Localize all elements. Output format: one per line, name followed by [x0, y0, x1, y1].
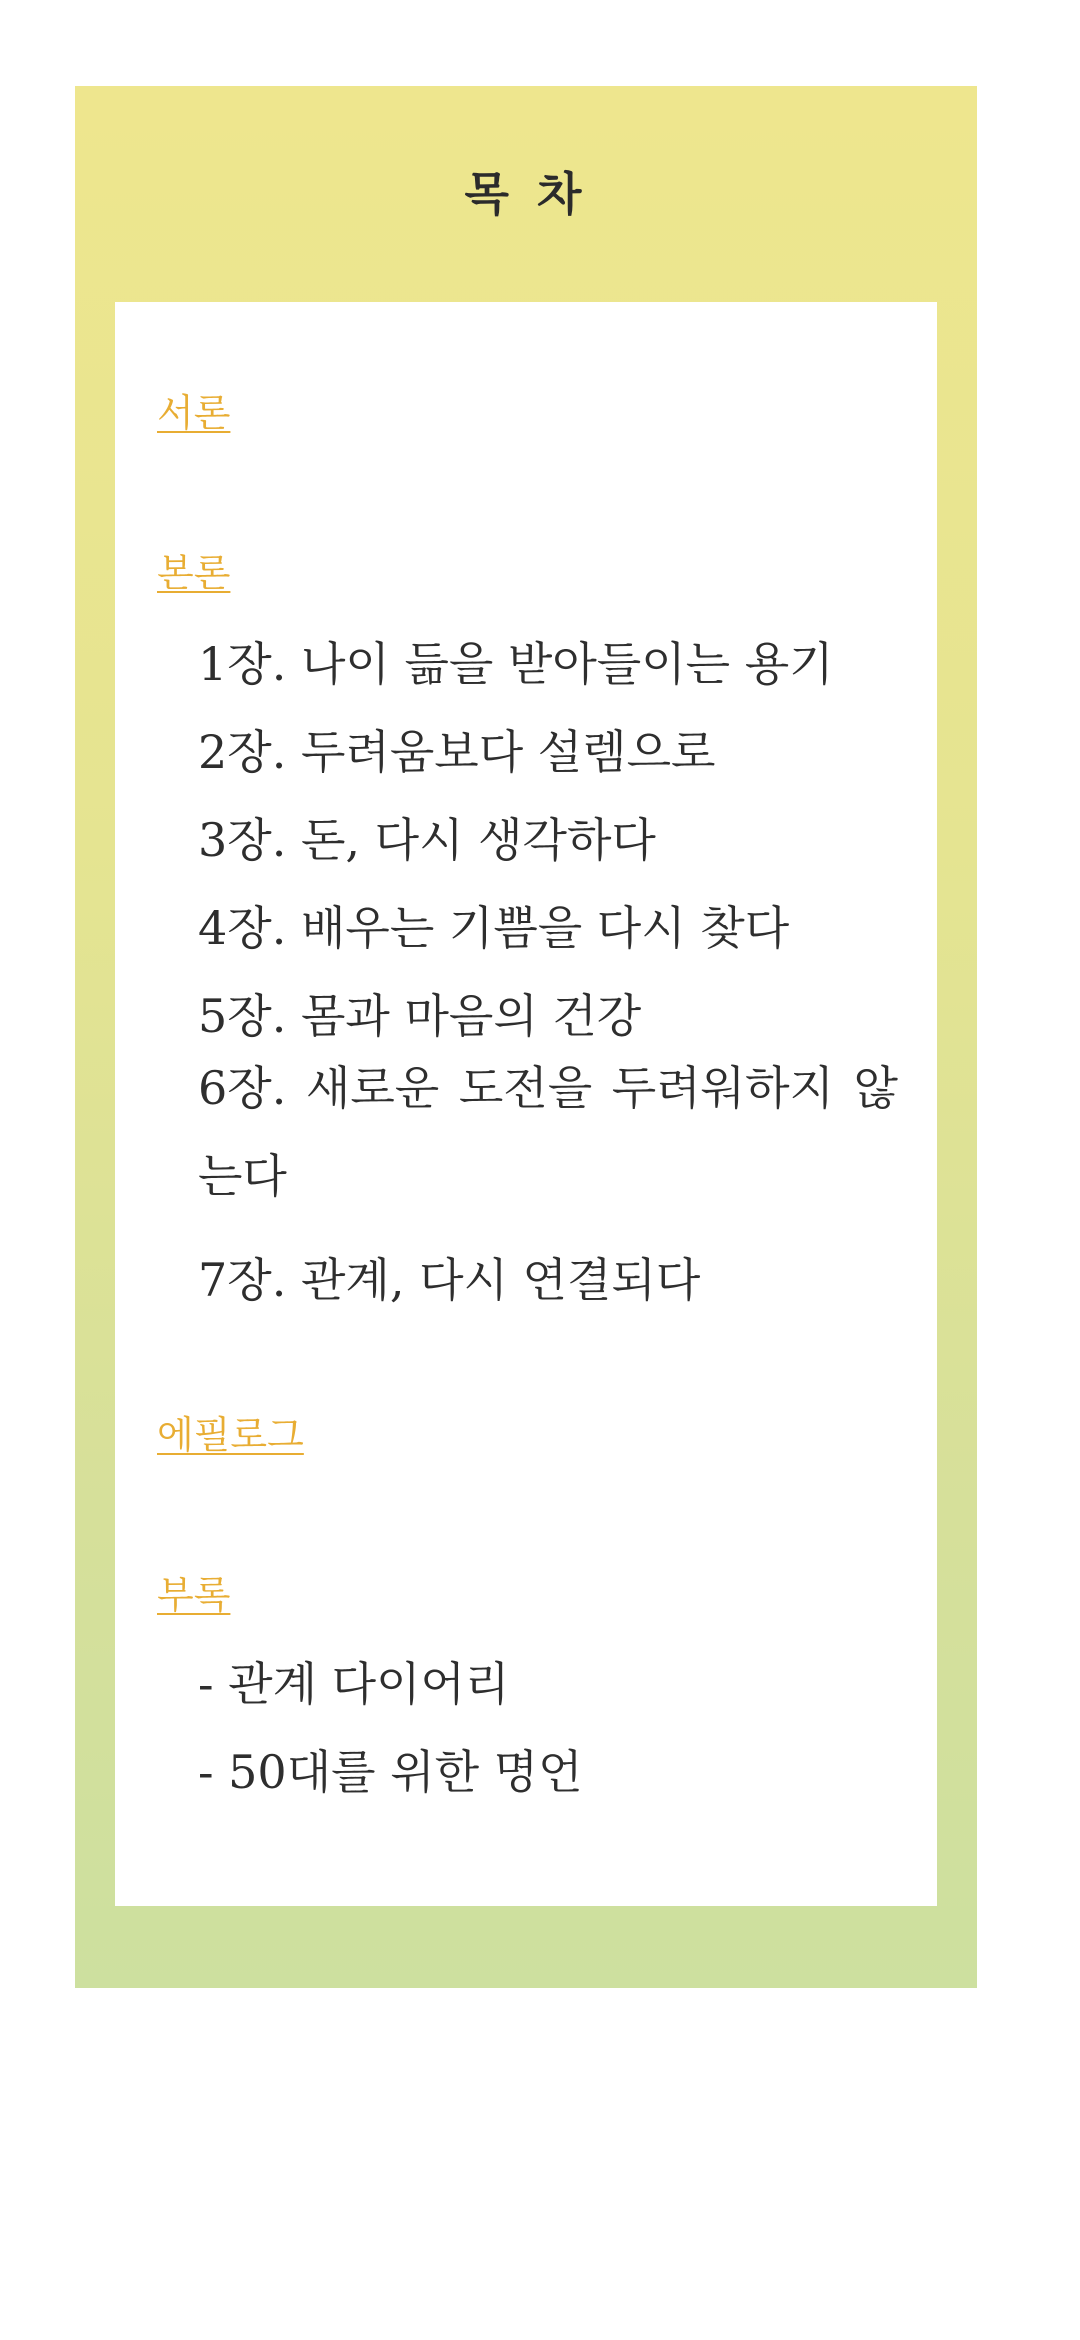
- chapter-item: 1장. 나이 듦을 받아들이는 용기: [198, 637, 834, 691]
- toc-panel: [115, 302, 937, 1906]
- appendix-item: - 관계 다이어리: [198, 1657, 510, 1711]
- chapter-item: 2장. 두려움보다 설렘으로: [198, 725, 716, 779]
- section-link-intro[interactable]: 서론: [157, 391, 231, 435]
- table-of-contents-card: [75, 86, 977, 1988]
- appendix-item: - 50대를 위한 명언: [198, 1745, 583, 1799]
- chapter-item: 4장. 배우는 기쁨을 다시 찾다: [198, 901, 790, 955]
- chapter-item: 7장. 관계, 다시 연결되다: [198, 1253, 701, 1307]
- toc-title: 목 차: [464, 167, 588, 221]
- section-link-epilogue[interactable]: 에필로그: [157, 1413, 304, 1457]
- chapter-item: 6장. 새로운 도전을 두려워하지 않는다: [198, 1061, 898, 1203]
- chapter-item: 5장. 몸과 마음의 건강: [198, 989, 642, 1043]
- section-link-appendix[interactable]: 부록: [157, 1573, 231, 1617]
- section-link-body[interactable]: 본론: [157, 551, 231, 595]
- chapter-item: 3장. 돈, 다시 생각하다: [198, 813, 656, 867]
